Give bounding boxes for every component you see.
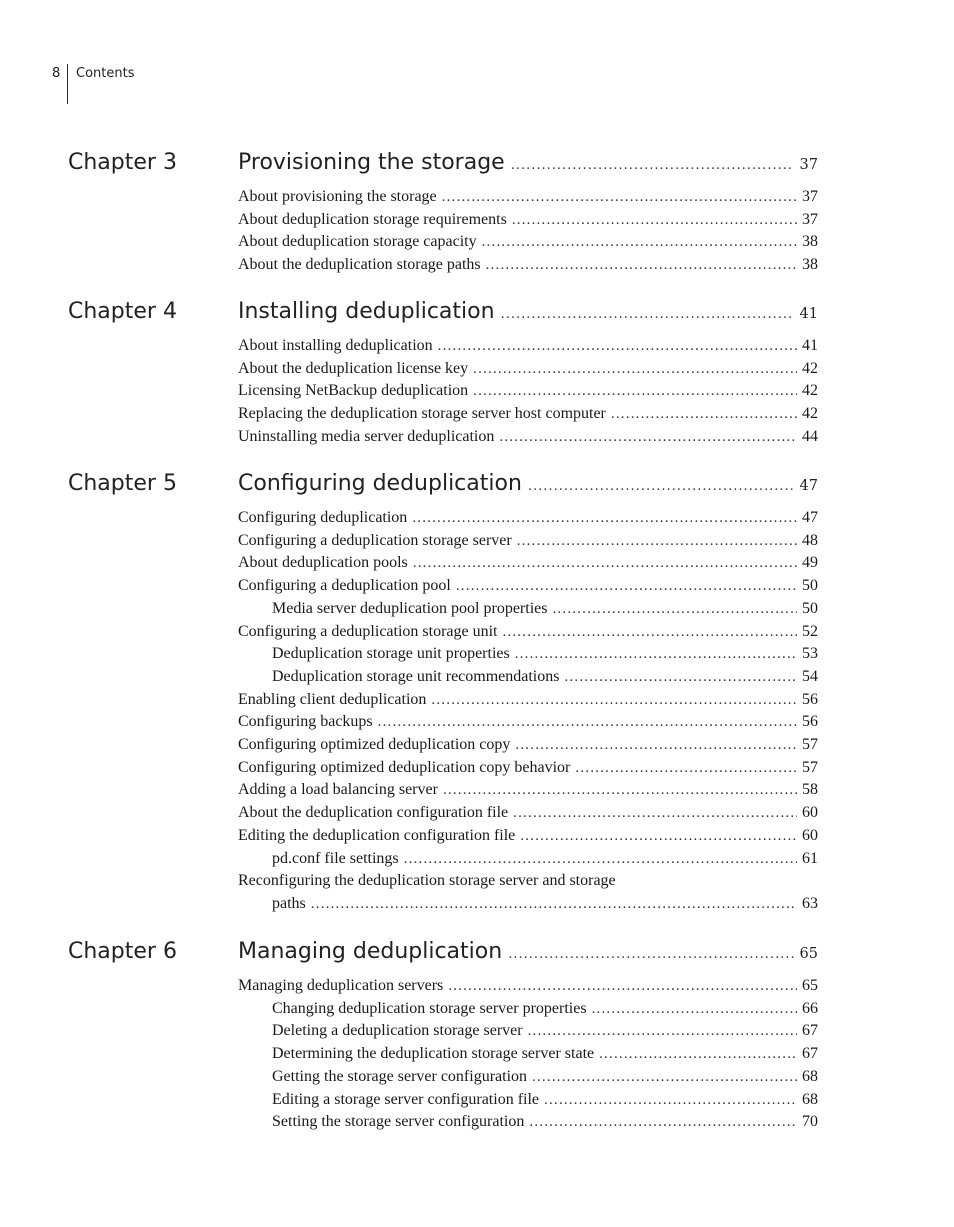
- chapter-page-number: 41: [799, 306, 818, 322]
- entry-page-number: 48: [802, 531, 818, 549]
- entry-page-number: 41: [802, 337, 818, 354]
- entry-page-number: 47: [802, 509, 818, 526]
- dot-leader: [442, 189, 797, 206]
- dot-leader: [448, 978, 797, 995]
- entry-title: Changing deduplication storage server properties: [272, 999, 587, 1017]
- entry-page-number: 37: [802, 210, 818, 228]
- dot-leader: [515, 646, 797, 663]
- entry-title: Getting the storage server configuration: [272, 1067, 528, 1085]
- chapter-title-link[interactable]: [238, 939, 818, 964]
- entry-page-number: 57: [802, 758, 818, 776]
- chapter-title-link[interactable]: [238, 150, 818, 175]
- entry-page-number: 65: [802, 977, 818, 994]
- chapter-label: Chapter 5: [68, 471, 177, 496]
- dot-leader: [592, 1001, 797, 1018]
- entry-page-number: 67: [802, 1022, 818, 1040]
- toc-entry[interactable]: [238, 736, 818, 758]
- entry-page-number: 53: [802, 645, 818, 663]
- entry-title: Configuring optimized deduplication copy behavior: [238, 758, 571, 776]
- dot-leader: [528, 1023, 797, 1040]
- dot-leader: [311, 896, 797, 913]
- entry-title: About the deduplication storage paths: [238, 256, 481, 274]
- chapter-label: Chapter 4: [68, 299, 177, 324]
- entry-page-number: 42: [802, 359, 818, 377]
- entry-page-number: 60: [802, 826, 818, 844]
- entry-title: Configuring deduplication: [238, 509, 408, 526]
- entry-title: Configuring a deduplication storage unit: [238, 622, 498, 640]
- chapter-page-number: 47: [799, 478, 818, 494]
- chapter-title: Managing deduplication: [238, 939, 503, 964]
- entry-page-number: 63: [802, 895, 818, 913]
- dot-leader: [499, 429, 797, 446]
- entry-page-number: 42: [802, 405, 818, 423]
- entry-title: About deduplication storage capacity: [238, 233, 477, 251]
- entry-title: About deduplication storage requirements: [238, 210, 507, 228]
- toc-subentry[interactable]: [272, 1091, 818, 1113]
- toc-entry[interactable]: [238, 713, 818, 735]
- chapter-page-number: 37: [799, 157, 818, 173]
- entry-title: Uninstalling media server deduplication: [238, 427, 495, 445]
- chapter-title-link[interactable]: [238, 471, 818, 496]
- entry-title: Licensing NetBackup deduplication: [238, 382, 469, 400]
- entry-page-number: 37: [802, 188, 818, 205]
- entry-page-number: 56: [802, 690, 818, 708]
- toc-entry[interactable]: [238, 872, 818, 917]
- entry-title: Configuring a deduplication pool: [238, 577, 451, 595]
- toc-subentry[interactable]: [272, 1022, 818, 1044]
- dot-leader: [473, 361, 797, 378]
- chapter-title: Installing deduplication: [238, 299, 495, 324]
- header-title: Contents: [76, 66, 135, 81]
- dot-leader: [528, 479, 794, 494]
- toc-subentry[interactable]: [272, 1068, 818, 1090]
- dot-leader: [482, 234, 797, 251]
- entry-page-number: 54: [802, 667, 818, 685]
- page-number: 8: [52, 66, 61, 81]
- dot-leader: [456, 578, 797, 595]
- entry-title: Editing the deduplication configuration file: [238, 826, 516, 844]
- entry-title-continuation: [272, 895, 818, 917]
- dot-leader: [611, 406, 797, 423]
- entry-title: Configuring a deduplication storage server: [238, 531, 512, 549]
- dot-leader: [413, 555, 797, 572]
- dot-leader: [515, 737, 797, 754]
- entry-page-number: 52: [802, 622, 818, 640]
- dot-leader: [520, 828, 797, 845]
- dot-leader: [443, 782, 797, 799]
- entry-page-number: 67: [802, 1045, 818, 1063]
- entry-title: Setting the storage server configuration: [272, 1113, 525, 1131]
- toc-entry[interactable]: [238, 428, 818, 450]
- entry-page-number: 70: [802, 1113, 818, 1131]
- entry-title-cont-text: paths: [272, 895, 306, 913]
- toc-entry[interactable]: [238, 577, 818, 599]
- entry-page-number: 57: [802, 736, 818, 753]
- entry-title: pd.conf file settings: [272, 849, 399, 867]
- entry-title: About installing deduplication: [238, 337, 433, 354]
- dot-leader: [378, 714, 797, 731]
- toc-entry[interactable]: [238, 405, 818, 427]
- entry-title: Configuring optimized deduplication copy: [238, 736, 511, 753]
- toc-entry[interactable]: [238, 360, 818, 382]
- toc-entry[interactable]: [238, 691, 818, 713]
- dot-leader: [532, 1069, 797, 1086]
- toc-subentry[interactable]: [272, 1000, 818, 1022]
- toc-entry[interactable]: [238, 256, 818, 278]
- dot-leader: [473, 383, 797, 400]
- entry-title: About the deduplication configuration file: [238, 804, 509, 822]
- toc-entry[interactable]: [238, 554, 818, 576]
- entry-page-number: 61: [802, 849, 818, 867]
- chapter-title-link[interactable]: [238, 299, 818, 324]
- entry-title: Editing a storage server configuration file: [272, 1090, 540, 1108]
- dot-leader: [564, 669, 797, 686]
- entry-page-number: 66: [802, 999, 818, 1017]
- entry-page-number: 56: [802, 713, 818, 731]
- entry-title: Configuring backups: [238, 713, 373, 731]
- dot-leader: [404, 851, 797, 868]
- toc-subentry[interactable]: [272, 1113, 818, 1135]
- entry-title: Enabling client deduplication: [238, 690, 427, 708]
- chapter-page-number: 65: [799, 946, 818, 962]
- chapter-label: Chapter 3: [68, 150, 177, 175]
- dot-leader: [599, 1046, 797, 1063]
- dot-leader: [517, 533, 797, 550]
- toc-entry[interactable]: [238, 233, 818, 255]
- dot-leader: [513, 805, 797, 822]
- entry-page-number: 50: [802, 599, 818, 617]
- toc-entry[interactable]: [238, 532, 818, 554]
- chapter-title: Configuring deduplication: [238, 471, 522, 496]
- toc-subentry[interactable]: [272, 600, 818, 622]
- dot-leader: [431, 692, 797, 709]
- entry-page-number: 68: [802, 1090, 818, 1108]
- entry-page-number: 42: [802, 382, 818, 400]
- toc-entry[interactable]: [238, 382, 818, 404]
- toc-entry[interactable]: [238, 623, 818, 645]
- toc-entry[interactable]: [238, 188, 818, 210]
- dot-leader: [438, 338, 797, 355]
- dot-leader: [412, 510, 797, 527]
- dot-leader: [529, 1114, 797, 1131]
- toc-subentry[interactable]: [272, 1045, 818, 1067]
- entry-title: Determining the deduplication storage server state: [272, 1045, 595, 1063]
- entry-page-number: 58: [802, 781, 818, 799]
- chapter-label: Chapter 6: [68, 939, 177, 964]
- toc-entry[interactable]: [238, 827, 818, 849]
- toc-subentry[interactable]: [272, 850, 818, 872]
- dot-leader: [575, 760, 797, 777]
- chapter-title: Provisioning the storage: [238, 150, 505, 175]
- entry-title: About the deduplication license key: [238, 359, 469, 377]
- dot-leader: [486, 257, 797, 274]
- dot-leader: [552, 601, 797, 618]
- toc-entry[interactable]: [238, 781, 818, 803]
- entry-title: Media server deduplication pool properties: [272, 599, 548, 617]
- dot-leader: [508, 947, 793, 962]
- dot-leader: [501, 307, 794, 322]
- entry-title: About provisioning the storage: [238, 188, 437, 205]
- toc-entry[interactable]: [238, 211, 818, 233]
- entry-title: Deleting a deduplication storage server: [272, 1022, 523, 1040]
- entry-page-number: 49: [802, 554, 818, 572]
- dot-leader: [512, 212, 797, 229]
- entry-page-number: 38: [802, 256, 818, 274]
- entry-title: About deduplication pools: [238, 554, 408, 572]
- toc-entry[interactable]: [238, 337, 818, 359]
- entry-page-number: 50: [802, 577, 818, 595]
- entry-title: Managing deduplication servers: [238, 977, 444, 994]
- entry-title: Deduplication storage unit properties: [272, 645, 510, 663]
- toc-entry[interactable]: [238, 804, 818, 826]
- toc-subentry[interactable]: [272, 668, 818, 690]
- toc-entry[interactable]: [238, 759, 818, 781]
- toc-subentry[interactable]: [272, 645, 818, 667]
- dot-leader: [511, 158, 794, 173]
- entry-page-number: 68: [802, 1067, 818, 1085]
- entry-title: Replacing the deduplication storage server host computer: [238, 405, 606, 423]
- entry-title: Reconfiguring the deduplication storage server and storage: [238, 872, 616, 890]
- entry-title: Adding a load balancing server: [238, 781, 438, 799]
- toc-entry[interactable]: [238, 977, 818, 999]
- entry-title: Deduplication storage unit recommendations: [272, 667, 560, 685]
- entry-page-number: 60: [802, 804, 818, 822]
- header-rule: [67, 64, 68, 104]
- entry-page-number: 44: [802, 427, 818, 445]
- dot-leader: [503, 624, 798, 641]
- entry-page-number: 38: [802, 233, 818, 251]
- toc-entry[interactable]: [238, 509, 818, 531]
- dot-leader: [544, 1092, 797, 1109]
